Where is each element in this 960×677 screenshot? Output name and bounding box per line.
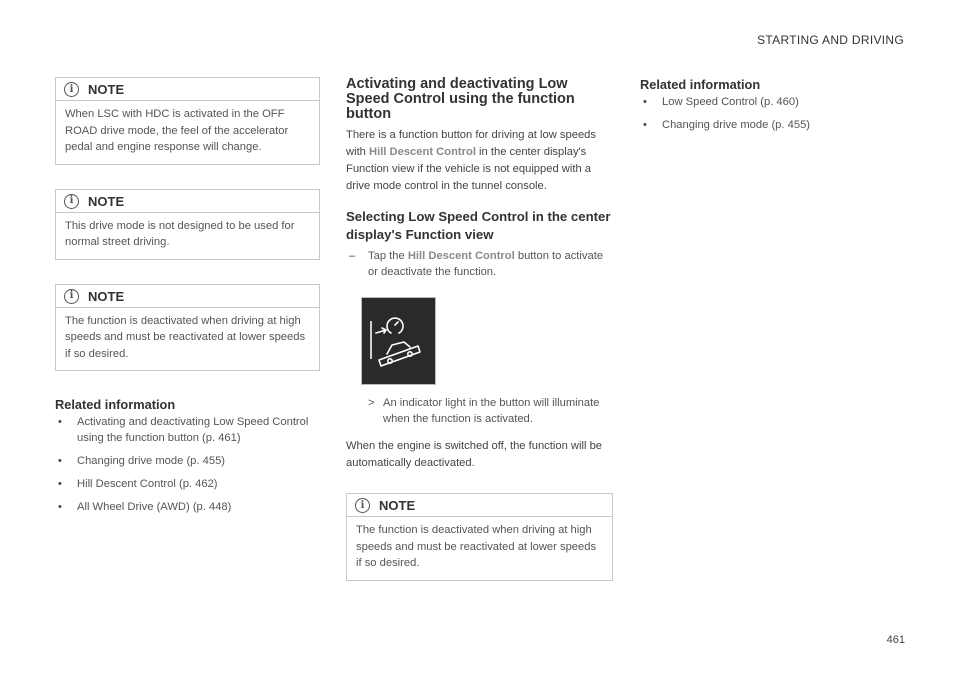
section-header: STARTING AND DRIVING <box>757 33 904 47</box>
related-link[interactable]: • All Wheel Drive (AWD) (p. 448) <box>55 499 320 515</box>
info-icon: i <box>64 82 79 97</box>
note-title: NOTE <box>88 288 125 304</box>
left-column <box>55 77 320 522</box>
note-text: This drive mode is not designed to be used for normal street driving. <box>65 219 295 248</box>
related-info-heading: Related information <box>640 77 761 92</box>
related-info-list <box>55 414 320 515</box>
note-title: NOTE <box>88 82 125 97</box>
engine-off-paragraph: When the engine is switched off, the function will be automatically deactivated. <box>346 440 603 469</box>
note-title: NOTE <box>88 193 125 209</box>
note-text: When LSC with HDC is activated in the OFF ROAD drive mode, the feel of the accelerator pedal and engine response will change. <box>65 108 289 153</box>
intro-paragraph: There is a function button for driving at low speeds with Hill Descent Control in the center display's Function view if the vehicle is not equipped with a drive mode control in the tunnel console. <box>346 129 596 192</box>
hill-descent-control-label: Hill Descent Control <box>369 146 476 158</box>
info-icon: i <box>64 194 79 209</box>
hill-descent-control-button-image <box>361 297 436 385</box>
note-text: The function is deactivated when driving at high speeds and must be reactivated at lower speeds if so desired. <box>65 314 306 360</box>
step-item: – Tap the Hill Descent Control button to activate or deactivate the function. <box>349 250 604 278</box>
section-title: Activating and deactivating Low Speed Control using the function button <box>346 76 575 122</box>
related-link[interactable]: • Activating and deactivating Low Speed Control using the function button (p. 461) <box>55 414 320 446</box>
related-info-heading: Related information <box>55 397 176 412</box>
note-box <box>55 189 320 260</box>
note-box <box>55 77 320 165</box>
hill-descent-control-icon <box>362 298 435 384</box>
related-link[interactable]: • Changing drive mode (p. 455) <box>55 453 320 469</box>
related-info-list <box>640 94 905 133</box>
page-number: 461 <box>886 634 905 646</box>
note-box <box>55 284 320 372</box>
subsection-title: Selecting Low Speed Control in the center display's Function view <box>346 209 611 242</box>
hill-descent-control-label: Hill Descent Control <box>407 250 515 262</box>
info-icon: i <box>355 498 370 513</box>
note-text: The function is deactivated when driving at high speeds and must be reactivated at lower speeds if so desired. <box>356 524 597 569</box>
related-link[interactable]: • Hill Descent Control (p. 462) <box>55 476 320 492</box>
related-link[interactable]: • Changing drive mode (p. 455) <box>640 117 905 133</box>
note-title: NOTE <box>379 498 416 513</box>
result-item: > An indicator light in the button will illuminate when the function is activated. <box>368 397 600 425</box>
info-icon: i <box>64 289 79 304</box>
right-column <box>640 77 905 140</box>
note-box <box>346 493 613 581</box>
middle-column <box>346 77 613 593</box>
related-link[interactable]: • Low Speed Control (p. 460) <box>640 94 905 110</box>
